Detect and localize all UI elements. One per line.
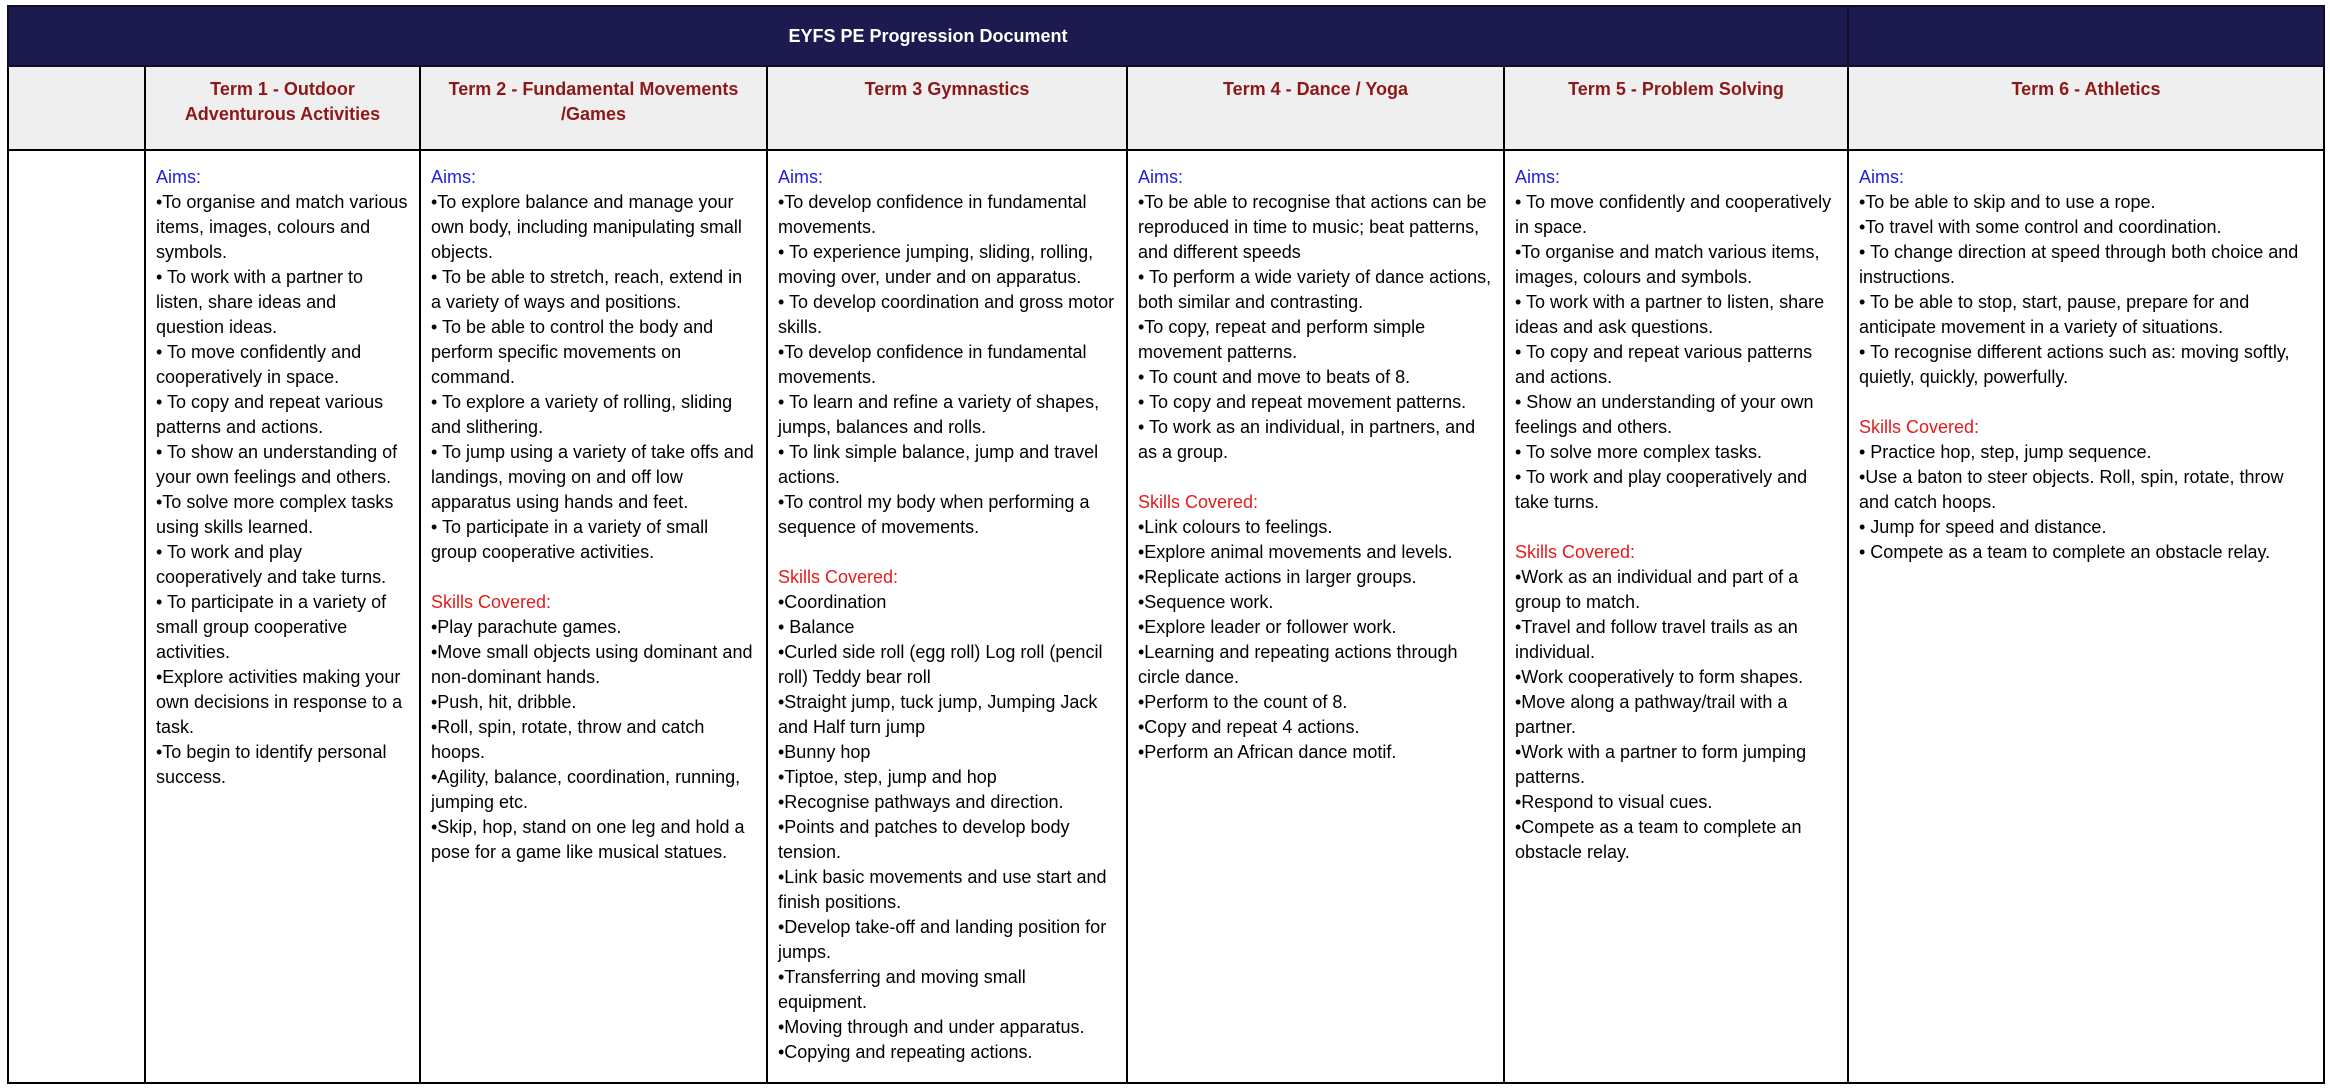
- aim-item: •To explore balance and manage your own body, including manipulating small objects.: [431, 192, 742, 262]
- skill-item: •Transferring and moving small equipment.: [778, 967, 1026, 1012]
- skills-covered-label: Skills Covered:: [431, 592, 552, 612]
- aim-item: • To move confidently and cooperatively in space.: [156, 342, 362, 387]
- aim-item: • To work as an individual, in partners, and as a group.: [1138, 417, 1476, 462]
- term-4-heading: Term 4 - Dance / Yoga: [1127, 66, 1504, 150]
- skill-item: •Bunny hop: [778, 742, 871, 762]
- skill-item: •Perform an African dance motif.: [1138, 742, 1397, 762]
- skill-item: • Jump for speed and distance.: [1859, 517, 2107, 537]
- aim-item: • To copy and repeat various patterns and actions.: [156, 392, 384, 437]
- aim-item: •To begin to identify personal success.: [156, 742, 387, 787]
- aim-item: • To experience jumping, sliding, rolling, moving over, under and on apparatus.: [778, 242, 1094, 287]
- skill-item: •Compete as a team to complete an obstacle relay.: [1515, 817, 1802, 862]
- skill-item: •Move along a pathway/trail with a partner.: [1515, 692, 1788, 737]
- aims-label: Aims:: [1859, 167, 1904, 187]
- title-row-blank-cell: [1848, 6, 2324, 66]
- aims-label: Aims:: [778, 167, 823, 187]
- aim-item: • To explore a variety of rolling, sliding and slithering.: [431, 392, 733, 437]
- aim-item: • To participate in a variety of small group cooperative activities.: [156, 592, 387, 662]
- aim-item: • To work with a partner to listen, share ideas and ask questions.: [1515, 292, 1825, 337]
- skill-item: •Play parachute games.: [431, 617, 622, 637]
- term-6-heading: Term 6 - Athletics: [1848, 66, 2324, 150]
- document-title: EYFS PE Progression Document: [8, 6, 1848, 66]
- aim-item: • To change direction at speed through both choice and instructions.: [1859, 242, 2299, 287]
- aim-item: • To learn and refine a variety of shapes, jumps, balances and rolls.: [778, 392, 1100, 437]
- term-1-heading: Term 1 - Outdoor Adventurous Activities: [145, 66, 420, 150]
- skill-item: •Develop take-off and landing position for jumps.: [778, 917, 1107, 962]
- row-label-body-blank-cell: [8, 150, 145, 1083]
- aim-item: • To solve more complex tasks.: [1515, 442, 1763, 462]
- aim-item: • To be able to stop, start, pause, prepare for and anticipate movement in a variety of situations.: [1859, 292, 2250, 337]
- aim-item: •To be able to skip and to use a rope.: [1859, 192, 2156, 212]
- skill-item: •Sequence work.: [1138, 592, 1274, 612]
- aim-item: • To work with a partner to listen, share ideas and question ideas.: [156, 267, 364, 337]
- aim-item: •Explore activities making your own decisions in response to a task.: [156, 667, 403, 737]
- skill-item: •Moving through and under apparatus.: [778, 1017, 1085, 1037]
- skill-item: •Copy and repeat 4 actions.: [1138, 717, 1360, 737]
- skill-item: • Balance: [778, 617, 855, 637]
- skill-item: •Perform to the count of 8.: [1138, 692, 1348, 712]
- skills-covered-label: Skills Covered:: [1515, 542, 1636, 562]
- skill-item: •Curled side roll (egg roll) Log roll (pencil roll) Teddy bear roll: [778, 642, 1103, 687]
- progression-document: [7, 5, 2323, 1084]
- aim-item: •To control my body when performing a sequence of movements.: [778, 492, 1090, 537]
- aim-item: •To copy, repeat and perform simple movement patterns.: [1138, 317, 1426, 362]
- skill-item: • Practice hop, step, jump sequence.: [1859, 442, 2152, 462]
- aims-label: Aims:: [1138, 167, 1183, 187]
- skill-item: •Push, hit, dribble.: [431, 692, 577, 712]
- skill-item: •Learning and repeating actions through circle dance.: [1138, 642, 1458, 687]
- aim-item: • To develop coordination and gross motor skills.: [778, 292, 1115, 337]
- skill-item: •Link basic movements and use start and finish positions.: [778, 867, 1107, 912]
- skill-item: • Compete as a team to complete an obstacle relay.: [1859, 542, 2271, 562]
- aim-item: • To recognise different actions such as: moving softly, quietly, quickly, powerfully.: [1859, 342, 2290, 387]
- aim-item: • To show an understanding of your own feelings and others.: [156, 442, 398, 487]
- title-row: [8, 6, 2324, 66]
- term-heading-row: [8, 66, 2324, 150]
- term-4-content: [1127, 150, 1504, 1083]
- term-2-heading: Term 2 - Fundamental Movements /Games: [420, 66, 767, 150]
- aim-item: • To move confidently and cooperatively in space.: [1515, 192, 1832, 237]
- aim-item: • To copy and repeat movement patterns.: [1138, 392, 1467, 412]
- skill-item: •Agility, balance, coordination, running, jumping etc.: [431, 767, 741, 812]
- skill-item: •Coordination: [778, 592, 887, 612]
- skill-item: •Work as an individual and part of a group to match.: [1515, 567, 1799, 612]
- aim-item: •To organise and match various items, images, colours and symbols.: [1515, 242, 1820, 287]
- term-1-content: [145, 150, 420, 1083]
- term-content-row: [8, 150, 2324, 1083]
- aim-item: •To travel with some control and coordination.: [1859, 217, 2222, 237]
- aim-item: • To perform a wide variety of dance actions, both similar and contrasting.: [1138, 267, 1492, 312]
- skill-item: •Work cooperatively to form shapes.: [1515, 667, 1804, 687]
- aim-item: •To be able to recognise that actions can be reproduced in time to music; beat patterns, and different speeds: [1138, 192, 1487, 262]
- skills-covered-label: Skills Covered:: [1859, 417, 1980, 437]
- skill-item: •Points and patches to develop body tension.: [778, 817, 1070, 862]
- skill-item: •Replicate actions in larger groups.: [1138, 567, 1417, 587]
- aim-item: • To work and play cooperatively and take turns.: [1515, 467, 1808, 512]
- aim-item: • To be able to stretch, reach, extend in a variety of ways and positions.: [431, 267, 743, 312]
- term-3-heading: Term 3 Gymnastics: [767, 66, 1127, 150]
- skill-item: •Straight jump, tuck jump, Jumping Jack and Half turn jump: [778, 692, 1098, 737]
- skill-item: •Roll, spin, rotate, throw and catch hoops.: [431, 717, 705, 762]
- term-6-content: [1848, 150, 2324, 1083]
- aim-item: • To link simple balance, jump and travel actions.: [778, 442, 1099, 487]
- skills-covered-label: Skills Covered:: [1138, 492, 1259, 512]
- term-5-heading: Term 5 - Problem Solving: [1504, 66, 1848, 150]
- skill-item: •Link colours to feelings.: [1138, 517, 1333, 537]
- skill-item: •Use a baton to steer objects. Roll, spin, rotate, throw and catch hoops.: [1859, 467, 2284, 512]
- skill-item: •Copying and repeating actions.: [778, 1042, 1033, 1062]
- aim-item: •To develop confidence in fundamental movements.: [778, 192, 1087, 237]
- aims-label: Aims:: [431, 167, 476, 187]
- aim-item: • To participate in a variety of small group cooperative activities.: [431, 517, 709, 562]
- term-2-content: [420, 150, 767, 1083]
- skill-item: •Explore animal movements and levels.: [1138, 542, 1453, 562]
- aim-item: •To organise and match various items, images, colours and symbols.: [156, 192, 408, 262]
- progression-table: [7, 5, 2325, 1084]
- aim-item: •To solve more complex tasks using skills learned.: [156, 492, 394, 537]
- skill-item: •Tiptoe, step, jump and hop: [778, 767, 997, 787]
- skill-item: •Explore leader or follower work.: [1138, 617, 1397, 637]
- row-label-blank-cell: [8, 66, 145, 150]
- skill-item: •Travel and follow travel trails as an individual.: [1515, 617, 1798, 662]
- aim-item: • To be able to control the body and perform specific movements on command.: [431, 317, 714, 387]
- term-5-content: [1504, 150, 1848, 1083]
- skill-item: •Recognise pathways and direction.: [778, 792, 1064, 812]
- skills-covered-label: Skills Covered:: [778, 567, 899, 587]
- aim-item: • To work and play cooperatively and take turns.: [156, 542, 387, 587]
- aim-item: • To jump using a variety of take offs and landings, moving on and off low apparatus using hands and feet.: [431, 442, 754, 512]
- aim-item: • Show an understanding of your own feelings and others.: [1515, 392, 1814, 437]
- skill-item: •Skip, hop, stand on one leg and hold a pose for a game like musical statues.: [431, 817, 745, 862]
- aim-item: • To count and move to beats of 8.: [1138, 367, 1411, 387]
- skill-item: •Work with a partner to form jumping patterns.: [1515, 742, 1807, 787]
- skill-item: •Move small objects using dominant and non-dominant hands.: [431, 642, 753, 687]
- aim-item: • To copy and repeat various patterns and actions.: [1515, 342, 1813, 387]
- aim-item: •To develop confidence in fundamental movements.: [778, 342, 1087, 387]
- aims-label: Aims:: [156, 167, 201, 187]
- skill-item: •Respond to visual cues.: [1515, 792, 1713, 812]
- term-3-content: [767, 150, 1127, 1083]
- aims-label: Aims:: [1515, 167, 1560, 187]
